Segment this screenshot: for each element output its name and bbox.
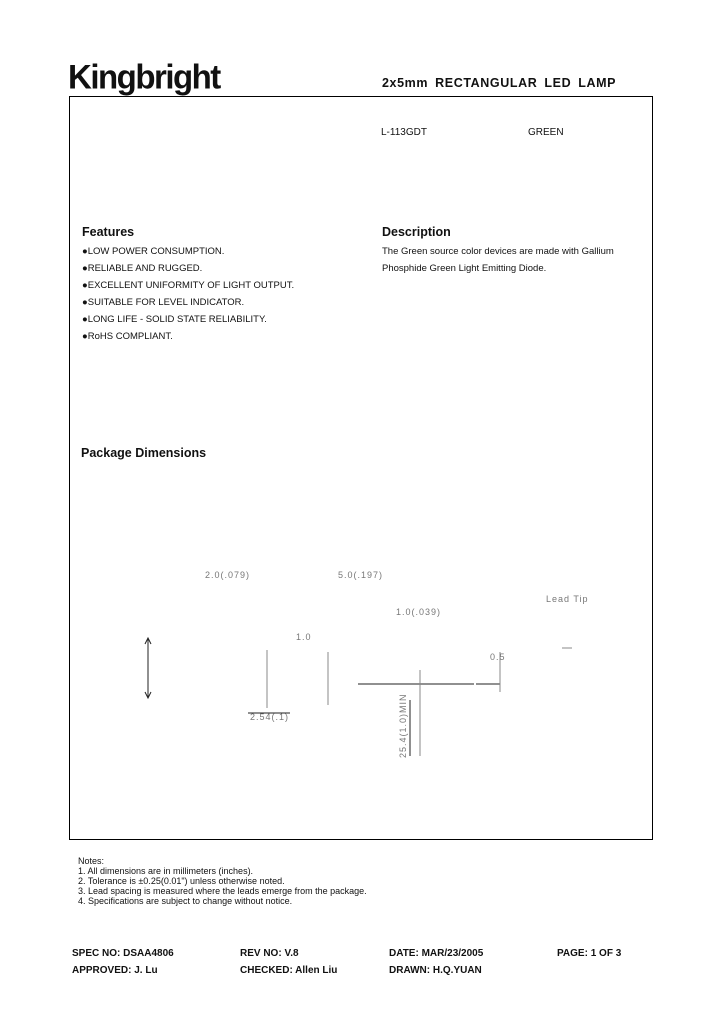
description-text: The Green source color devices are made with Gallium Phosphide Green Light Emitting Diode.	[382, 246, 614, 274]
dimension-label: Lead Tip	[546, 594, 589, 604]
note-item: 4. Specifications are subject to change without notice.	[78, 896, 293, 906]
package-dimensions-heading: Package Dimensions	[81, 446, 207, 460]
feature-item: ●LOW POWER CONSUMPTION.	[82, 246, 225, 257]
dimension-label: 25.4(1.0)MIN	[398, 693, 408, 758]
dimension-label: 2.54(.1)	[250, 712, 290, 722]
feature-item: ●SUITABLE FOR LEVEL INDICATOR.	[82, 297, 245, 308]
description-heading: Description	[382, 225, 451, 239]
approved-by: APPROVED: J. Lu	[72, 965, 158, 976]
note-item: 2. Tolerance is ±0.25(0.01") unless otherwise noted.	[78, 876, 285, 886]
features-heading: Features	[82, 225, 135, 239]
drawn-by: DRAWN: H.Q.YUAN	[389, 965, 482, 976]
feature-item: ●RELIABLE AND RUGGED.	[82, 263, 203, 274]
features-list	[82, 243, 294, 345]
notes-block	[78, 856, 367, 906]
feature-item: ●LONG LIFE - SOLID STATE RELIABILITY.	[82, 314, 267, 325]
note-item: 3. Lead spacing is measured where the leads emerge from the package.	[78, 886, 367, 896]
document-title: 2x5mm RECTANGULAR LED LAMP	[382, 76, 617, 90]
feature-item: ●EXCELLENT UNIFORMITY OF LIGHT OUTPUT.	[82, 280, 295, 291]
dimension-label: 2.0(.079)	[205, 570, 251, 580]
spec-number: SPEC NO: DSAA4806	[72, 948, 174, 959]
dimension-label: 5.0(.197)	[338, 570, 384, 580]
package-drawing	[80, 560, 640, 770]
note-item: 1. All dimensions are in millimeters (inches).	[78, 866, 254, 876]
document-date: DATE: MAR/23/2005	[389, 948, 484, 959]
page-number: PAGE: 1 OF 3	[557, 948, 622, 959]
dimension-label: 0.5	[490, 652, 506, 662]
part-number: L-113GDT	[381, 127, 427, 138]
notes-title: Notes:	[78, 856, 105, 866]
part-color: GREEN	[528, 127, 564, 138]
dimension-label: 1.0	[296, 632, 312, 642]
brand-logo: Kingbright	[68, 57, 220, 96]
checked-by: CHECKED: Allen Liu	[240, 965, 338, 976]
dimension-label: 1.0(.039)	[396, 607, 442, 617]
feature-item: ●RoHS COMPLIANT.	[82, 331, 173, 342]
revision-number: REV NO: V.8	[240, 948, 299, 959]
